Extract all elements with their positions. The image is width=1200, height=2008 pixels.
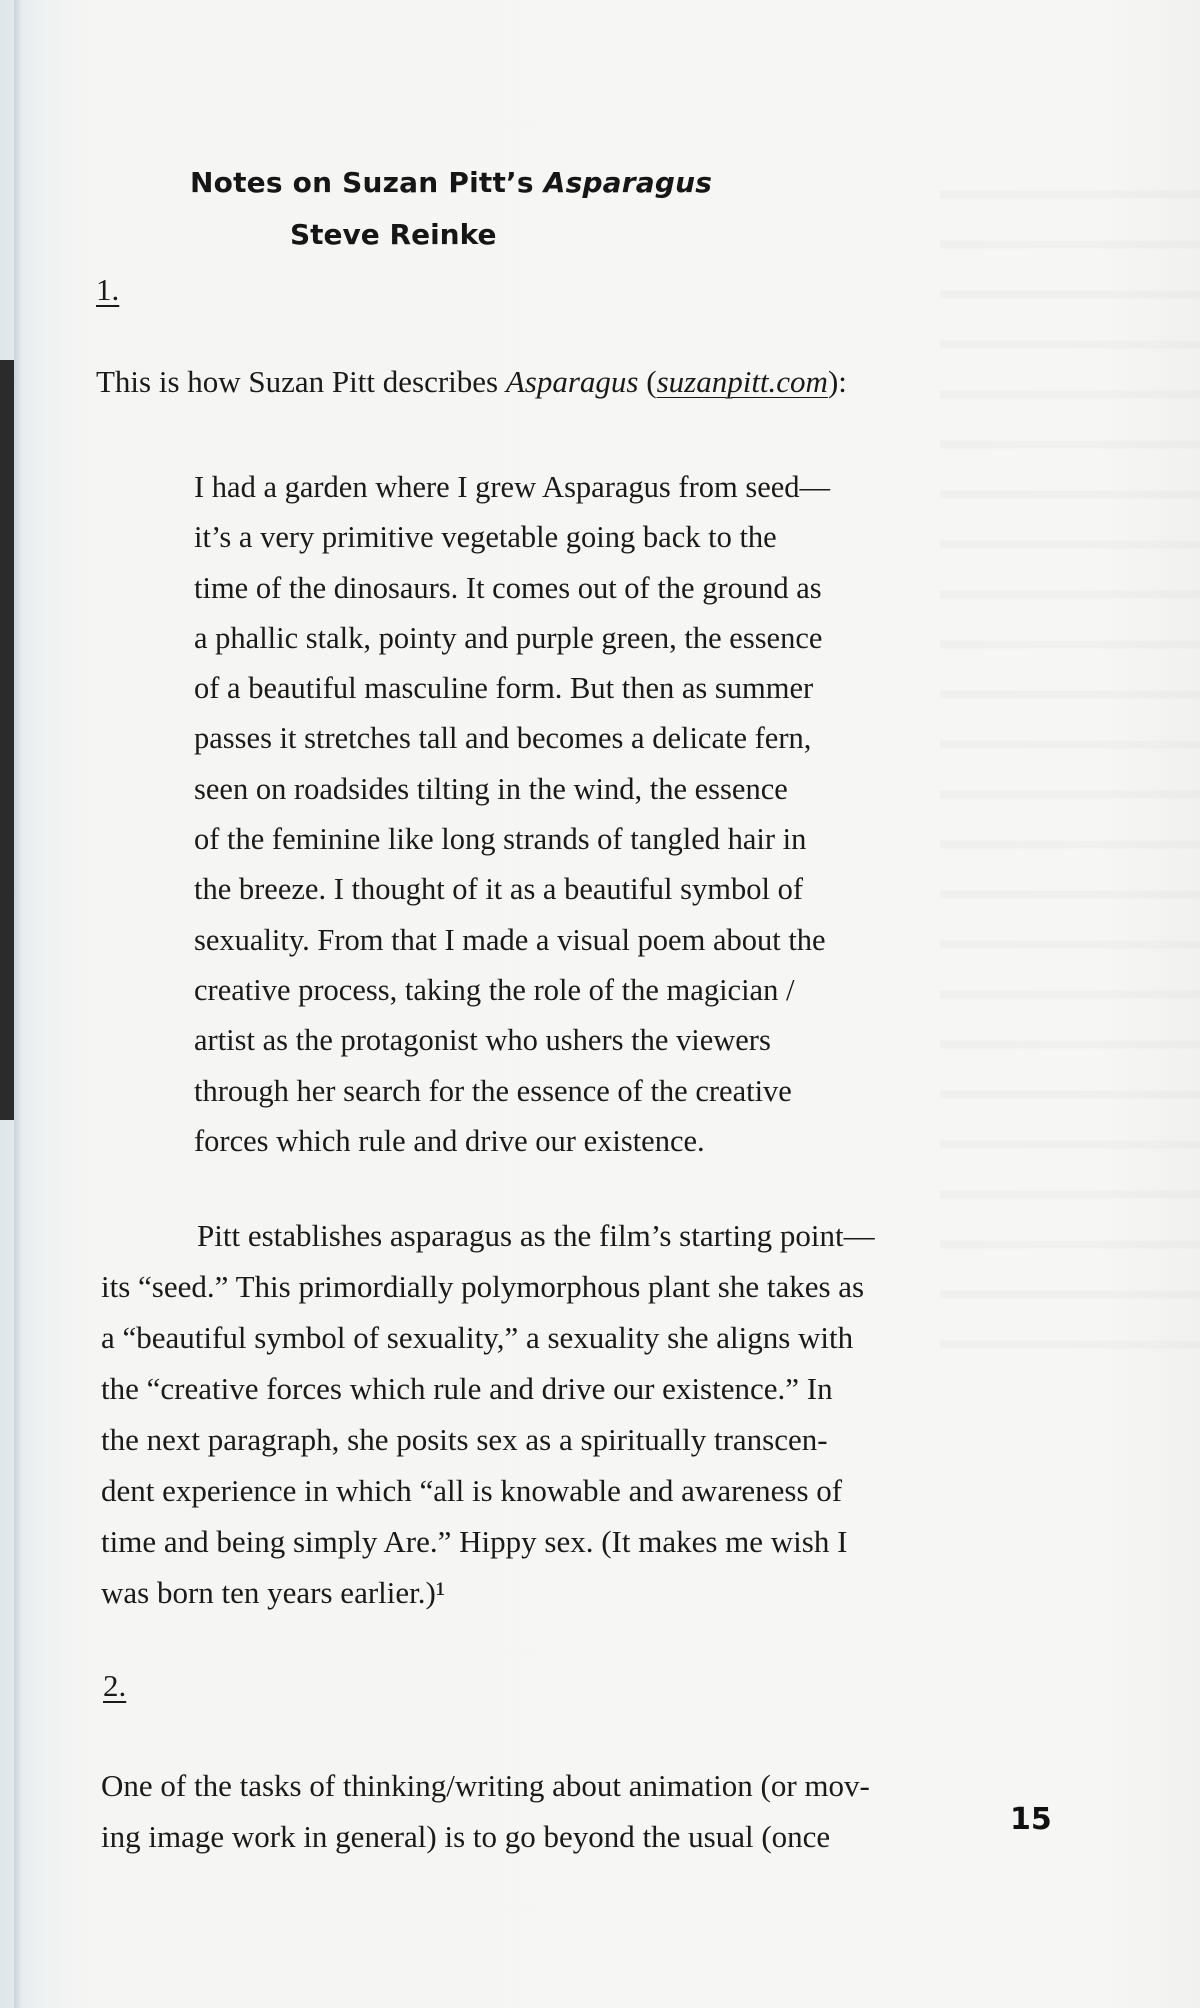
paragraph-line: time and being simply Are.” Hippy sex. (It makes me wish I <box>101 1524 848 1559</box>
paragraph-line: Pitt establishes asparagus as the film’s starting point— <box>197 1218 875 1253</box>
quote-line: the breeze. I thought of it as a beautiful symbol of <box>194 872 803 907</box>
page-gutter <box>14 0 22 2008</box>
section-number-1: 1. <box>96 272 120 307</box>
paragraph-line: the “creative forces which rule and drive our existence.” In <box>101 1371 833 1406</box>
quote-line: of the feminine like long strands of tangled hair in <box>194 822 807 857</box>
intro-sentence <box>96 364 976 400</box>
quote-line: I had a garden where I grew Asparagus from seed— <box>194 470 831 504</box>
website-link-text: suzanpitt.com <box>656 364 828 399</box>
body-paragraph-1 <box>101 1210 961 1618</box>
quote-line: creative process, taking the role of the magician / <box>194 972 795 1007</box>
paragraph-line: a “beautiful symbol of sexuality,” a sexuality she aligns with <box>101 1320 854 1355</box>
quote-line: of a beautiful masculine form. But then as summer <box>194 671 814 706</box>
paragraph-line: the next paragraph, she posits sex as a spiritually transcen- <box>101 1422 828 1457</box>
article-author: Steve Reinke <box>290 218 497 251</box>
quote-line: forces which rule and drive our existence. <box>194 1123 705 1158</box>
quote-line: artist as the protagonist who ushers the viewers <box>194 1023 771 1058</box>
quote-line: it’s a very primitive vegetable going back to the <box>194 520 777 555</box>
intro-film-name: Asparagus <box>505 364 639 399</box>
body-paragraph-2 <box>101 1760 961 1862</box>
quote-line: sexuality. From that I made a visual poem about the <box>194 922 826 957</box>
paragraph-line: One of the tasks of thinking/writing about animation (or mov- <box>101 1768 870 1803</box>
quote-line: time of the dinosaurs. It comes out of the ground as <box>194 570 822 605</box>
quote-line: a phallic stalk, pointy and purple green, the essence <box>194 620 823 655</box>
page-number: 15 <box>1010 1802 1052 1837</box>
paragraph-line: was born ten years earlier.)¹ <box>101 1575 446 1610</box>
spine-shadow <box>0 360 14 1120</box>
quote-line: passes it stretches tall and becomes a delicate fern, <box>194 721 812 756</box>
intro-text: This is how Suzan Pitt describes <box>96 364 506 399</box>
paragraph-line: its “seed.” This primordially polymorphous plant she takes as <box>101 1269 865 1304</box>
title-film-name: Asparagus <box>543 166 713 199</box>
title-text: Notes on Suzan Pitt’s <box>190 166 544 199</box>
paragraph-line: dent experience in which “all is knowable and awareness of <box>101 1473 843 1508</box>
article-title <box>190 166 713 199</box>
show-through-text <box>940 160 1200 1360</box>
quote-line: through her search for the essence of the creative <box>194 1073 792 1108</box>
paragraph-line: ing image work in general) is to go beyond the usual (once <box>101 1819 831 1854</box>
section-number-2: 2. <box>103 1668 127 1703</box>
quote-line: seen on roadsides tilting in the wind, the essence <box>194 771 788 806</box>
intro-paren: ( <box>638 364 657 399</box>
intro-close: ): <box>827 364 847 399</box>
block-quote <box>194 462 954 1166</box>
